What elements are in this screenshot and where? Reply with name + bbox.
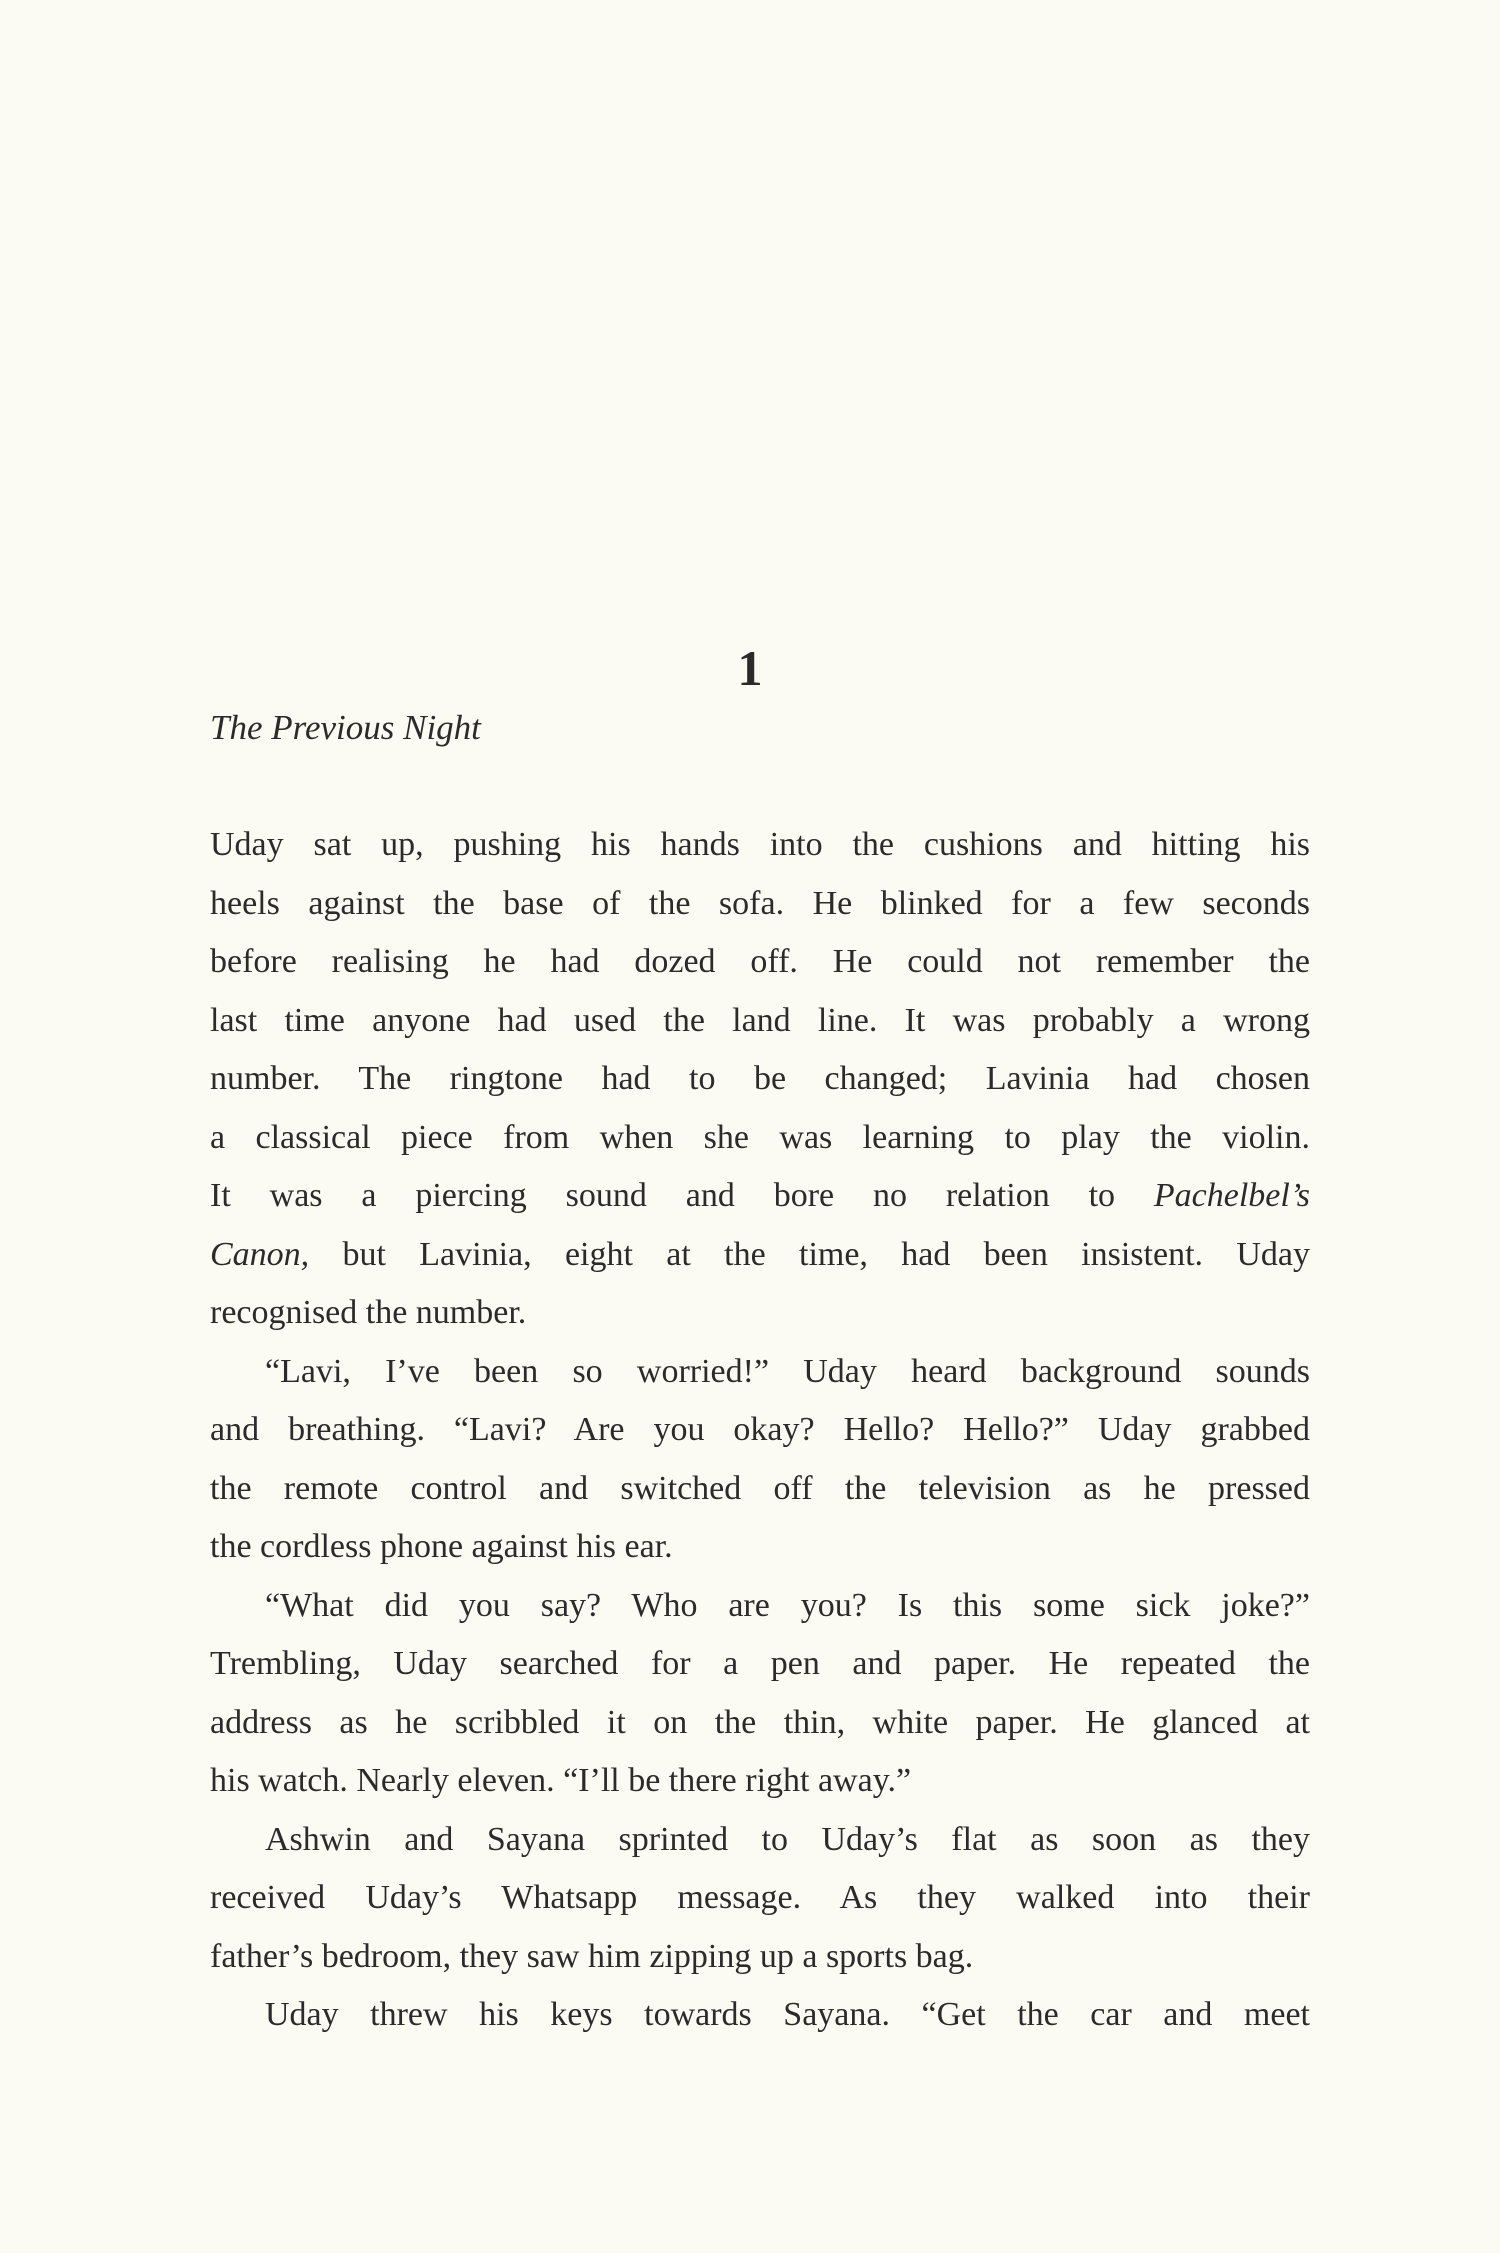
body-line: heels against the base of the sofa. He blinked for a few seconds bbox=[210, 884, 1310, 922]
body-line: recognised the number. bbox=[210, 1294, 527, 1331]
body-line: last time anyone had used the land line. It was probably a wrong bbox=[210, 1001, 1310, 1039]
body-line: Ashwin and Sayana sprinted to Uday’s flat as soon as they bbox=[265, 1820, 1310, 1858]
body-line: “What did you say? Who are you? Is this some sick joke?” bbox=[265, 1586, 1310, 1624]
body-line: the cordless phone against his ear. bbox=[210, 1528, 673, 1565]
chapter-number: 1 bbox=[737, 640, 763, 696]
body-line: a classical piece from when she was learning to play the violin. bbox=[210, 1118, 1310, 1156]
body-line: the remote control and switched off the television as he pressed bbox=[210, 1469, 1310, 1507]
body-line bbox=[210, 1167, 1310, 1226]
body-line-text: but Lavinia, eight at the time, had been insistent. Uday bbox=[309, 1235, 1310, 1273]
body-line: received Uday’s Whatsapp message. As they walked into their bbox=[210, 1879, 1310, 1916]
body-line: Trembling, Uday searched for a pen and paper. He repeated the bbox=[210, 1645, 1310, 1682]
body-line bbox=[210, 1226, 1310, 1285]
body-line: number. The ringtone had to be changed; Lavinia had chosen bbox=[210, 1060, 1310, 1097]
italic-title: Pachelbel’s bbox=[1153, 1177, 1310, 1214]
body-line-text: It was a piercing sound and bore no relation to bbox=[210, 1177, 1154, 1214]
body-line: “Lavi, I’ve been so worried!” Uday heard background sounds bbox=[265, 1352, 1310, 1390]
chapter-body bbox=[210, 816, 1310, 2045]
body-line: Uday sat up, pushing his hands into the cushions and hitting his bbox=[210, 826, 1310, 863]
italic-title: Canon, bbox=[210, 1235, 310, 1273]
body-line: his watch. Nearly eleven. “I’ll be there right away.” bbox=[210, 1762, 912, 1799]
body-line: father’s bedroom, they saw him zipping up a sports bag. bbox=[210, 1937, 974, 1975]
body-line: before realising he had dozed off. He could not remember the bbox=[210, 943, 1310, 980]
body-line: address as he scribbled it on the thin, white paper. He glanced at bbox=[210, 1703, 1310, 1741]
body-line: and breathing. “Lavi? Are you okay? Hello? Hello?” Uday grabbed bbox=[210, 1411, 1310, 1448]
chapter-title: The Previous Night bbox=[210, 708, 481, 747]
body-line: Uday threw his keys towards Sayana. “Get the car and meet bbox=[265, 1996, 1310, 2033]
